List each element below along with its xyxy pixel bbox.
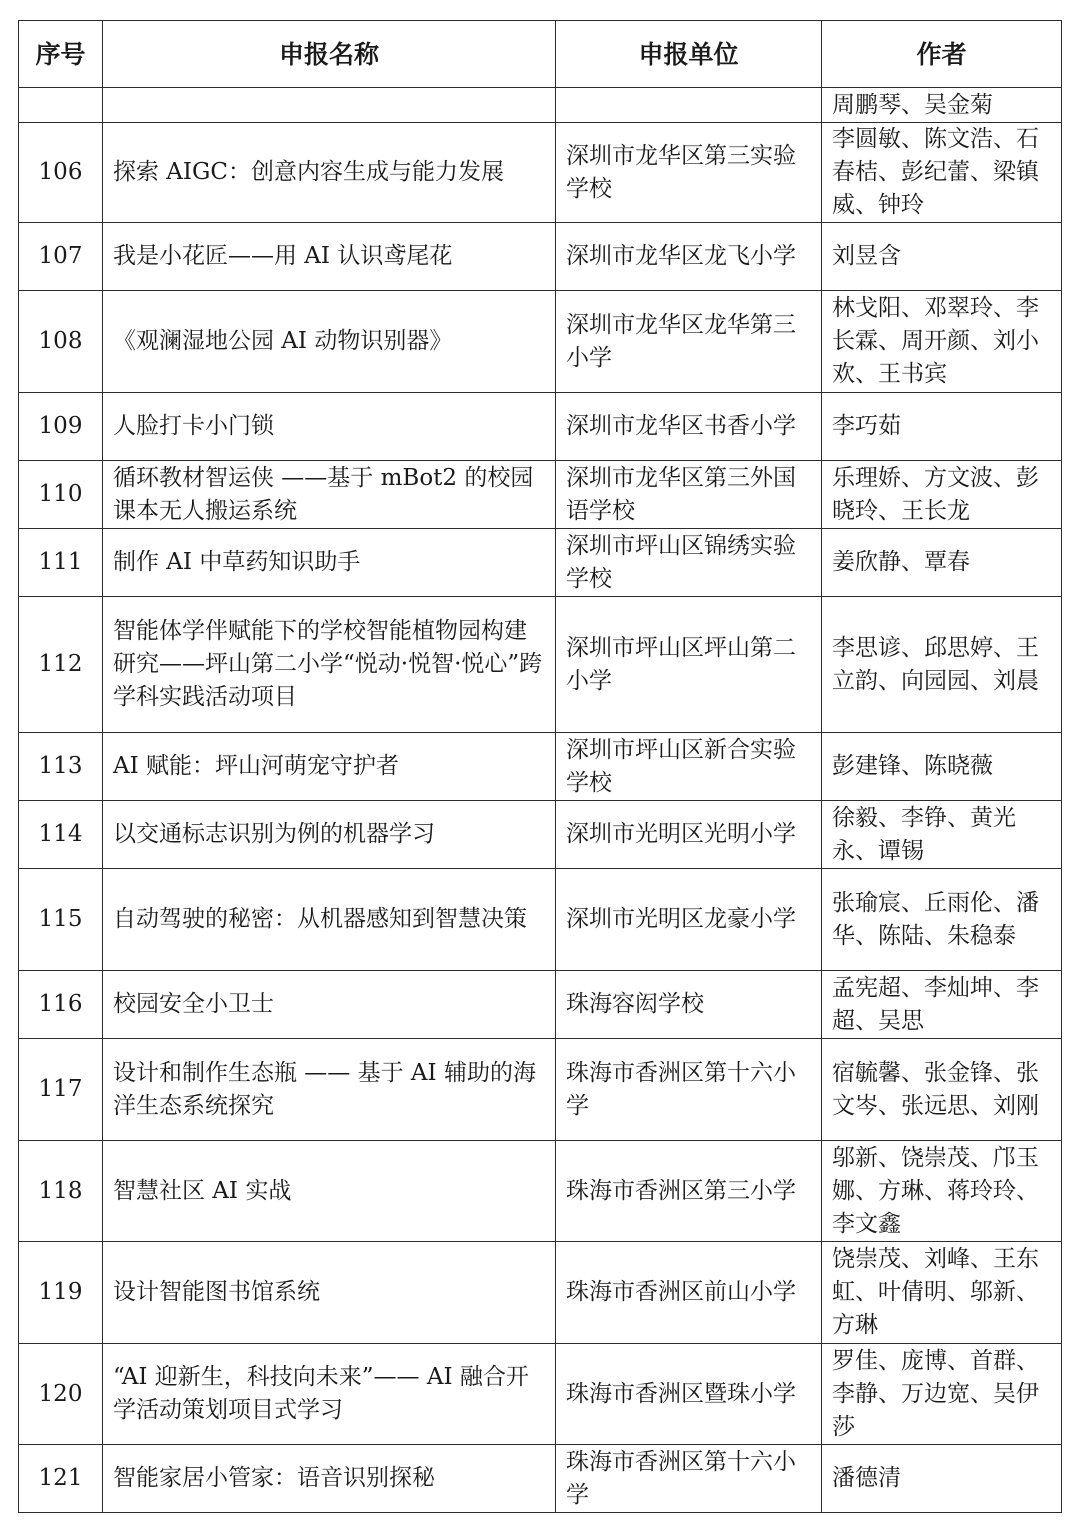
- applicant-unit: 珠海市香洲区第三小学: [556, 1141, 822, 1242]
- project-name: 循环教材智运侠 ——基于 mBot2 的校园课本无人搬运系统: [103, 461, 556, 529]
- authors: 周鹏琴、吴金菊: [822, 88, 1062, 123]
- authors: 潘德清: [822, 1445, 1062, 1513]
- project-name: 我是小花匠——用 AI 认识鸢尾花: [103, 223, 556, 291]
- table-row: [19, 529, 1062, 597]
- row-number: 116: [19, 971, 103, 1039]
- authors: 林戈阳、邓翠玲、李长霖、周开颜、刘小欢、王书宾: [822, 291, 1062, 393]
- authors: 乐理娇、方文波、彭晓玲、王长龙: [822, 461, 1062, 529]
- table-row: [19, 733, 1062, 801]
- project-name: 人脸打卡小门锁: [103, 393, 556, 461]
- applicant-unit: 深圳市龙华区第三实验学校: [556, 123, 822, 223]
- row-number: 118: [19, 1141, 103, 1242]
- table-row: [19, 461, 1062, 529]
- table-row: [19, 869, 1062, 971]
- authors: 孟宪超、李灿坤、李超、吴思: [822, 971, 1062, 1039]
- row-number: 109: [19, 393, 103, 461]
- applicant-unit: [556, 88, 822, 123]
- authors: 李巧茹: [822, 393, 1062, 461]
- applicant-unit: 深圳市坪山区坪山第二小学: [556, 597, 822, 733]
- applicant-unit: 深圳市龙华区第三外国语学校: [556, 461, 822, 529]
- project-name: 校园安全小卫士: [103, 971, 556, 1039]
- authors: 李圆敏、陈文浩、石春桔、彭纪蕾、梁镇威、钟玲: [822, 123, 1062, 223]
- authors: 李思谚、邱思婷、王立韵、向园园、刘晨: [822, 597, 1062, 733]
- applicant-unit: 深圳市龙华区龙华第三小学: [556, 291, 822, 393]
- applicant-unit: 珠海市香洲区第十六小学: [556, 1039, 822, 1141]
- table-row: [19, 1141, 1062, 1242]
- applicant-unit: 珠海容闳学校: [556, 971, 822, 1039]
- table-row: [19, 88, 1062, 123]
- project-name: [103, 88, 556, 123]
- row-number: 120: [19, 1344, 103, 1445]
- table-row: [19, 597, 1062, 733]
- table-row: [19, 291, 1062, 393]
- project-name: 智慧社区 AI 实战: [103, 1141, 556, 1242]
- authors: 张瑜宸、丘雨伦、潘华、陈陆、朱稳泰: [822, 869, 1062, 971]
- table-row: [19, 123, 1062, 223]
- header-author: 作者: [822, 21, 1062, 88]
- row-number: 114: [19, 801, 103, 869]
- applicant-unit: 珠海市香洲区前山小学: [556, 1242, 822, 1344]
- authors: 刘昱含: [822, 223, 1062, 291]
- applicant-unit: 深圳市坪山区新合实验学校: [556, 733, 822, 801]
- project-name: 探索 AIGC：创意内容生成与能力发展: [103, 123, 556, 223]
- table-row: [19, 223, 1062, 291]
- row-number: 115: [19, 869, 103, 971]
- project-name: 制作 AI 中草药知识助手: [103, 529, 556, 597]
- authors: 彭建锋、陈晓薇: [822, 733, 1062, 801]
- project-name: 智能体学伴赋能下的学校智能植物园构建研究——坪山第二小学“悦动·悦智·悦心”跨学科实践活动项目: [103, 597, 556, 733]
- applicant-unit: 深圳市坪山区锦绣实验学校: [556, 529, 822, 597]
- row-number: 113: [19, 733, 103, 801]
- project-name: 以交通标志识别为例的机器学习: [103, 801, 556, 869]
- header-unit: 申报单位: [556, 21, 822, 88]
- table-header-row: [19, 21, 1062, 88]
- table-row: [19, 1242, 1062, 1344]
- award-table: [18, 20, 1062, 1513]
- table-body: [19, 88, 1062, 1513]
- project-name: 设计和制作生态瓶 —— 基于 AI 辅助的海洋生态系统探究: [103, 1039, 556, 1141]
- applicant-unit: 深圳市光明区光明小学: [556, 801, 822, 869]
- row-number: 110: [19, 461, 103, 529]
- project-name: 《观澜湿地公园 AI 动物识别器》: [103, 291, 556, 393]
- authors: 宿毓馨、张金锋、张文岑、张远思、刘刚: [822, 1039, 1062, 1141]
- row-number: 117: [19, 1039, 103, 1141]
- project-name: 自动驾驶的秘密：从机器感知到智慧决策: [103, 869, 556, 971]
- row-number: 107: [19, 223, 103, 291]
- authors: 罗佳、庞博、首群、李静、万边宽、吴伊莎: [822, 1344, 1062, 1445]
- table-row: [19, 971, 1062, 1039]
- row-number: 106: [19, 123, 103, 223]
- authors: 饶崇茂、刘峰、王东虹、叶倩明、邬新、方琳: [822, 1242, 1062, 1344]
- header-num: 序号: [19, 21, 103, 88]
- table-row: [19, 1344, 1062, 1445]
- project-name: 设计智能图书馆系统: [103, 1242, 556, 1344]
- row-number: 108: [19, 291, 103, 393]
- authors: 徐毅、李铮、黄光永、谭锡: [822, 801, 1062, 869]
- project-name: AI 赋能：坪山河萌宠守护者: [103, 733, 556, 801]
- row-number: 112: [19, 597, 103, 733]
- table-row: [19, 393, 1062, 461]
- applicant-unit: 深圳市光明区龙豪小学: [556, 869, 822, 971]
- row-number: 121: [19, 1445, 103, 1513]
- table-row: [19, 801, 1062, 869]
- row-number: 111: [19, 529, 103, 597]
- header-name: 申报名称: [103, 21, 556, 88]
- row-number: 119: [19, 1242, 103, 1344]
- authors: 邬新、饶崇茂、邝玉娜、方琳、蒋玲玲、李文鑫: [822, 1141, 1062, 1242]
- table-row: [19, 1445, 1062, 1513]
- project-name: “AI 迎新生，科技向未来”—— AI 融合开学活动策划项目式学习: [103, 1344, 556, 1445]
- row-number: [19, 88, 103, 123]
- project-name: 智能家居小管家：语音识别探秘: [103, 1445, 556, 1513]
- applicant-unit: 珠海市香洲区暨珠小学: [556, 1344, 822, 1445]
- applicant-unit: 深圳市龙华区龙飞小学: [556, 223, 822, 291]
- authors: 姜欣静、覃春: [822, 529, 1062, 597]
- applicant-unit: 珠海市香洲区第十六小学: [556, 1445, 822, 1513]
- applicant-unit: 深圳市龙华区书香小学: [556, 393, 822, 461]
- table-row: [19, 1039, 1062, 1141]
